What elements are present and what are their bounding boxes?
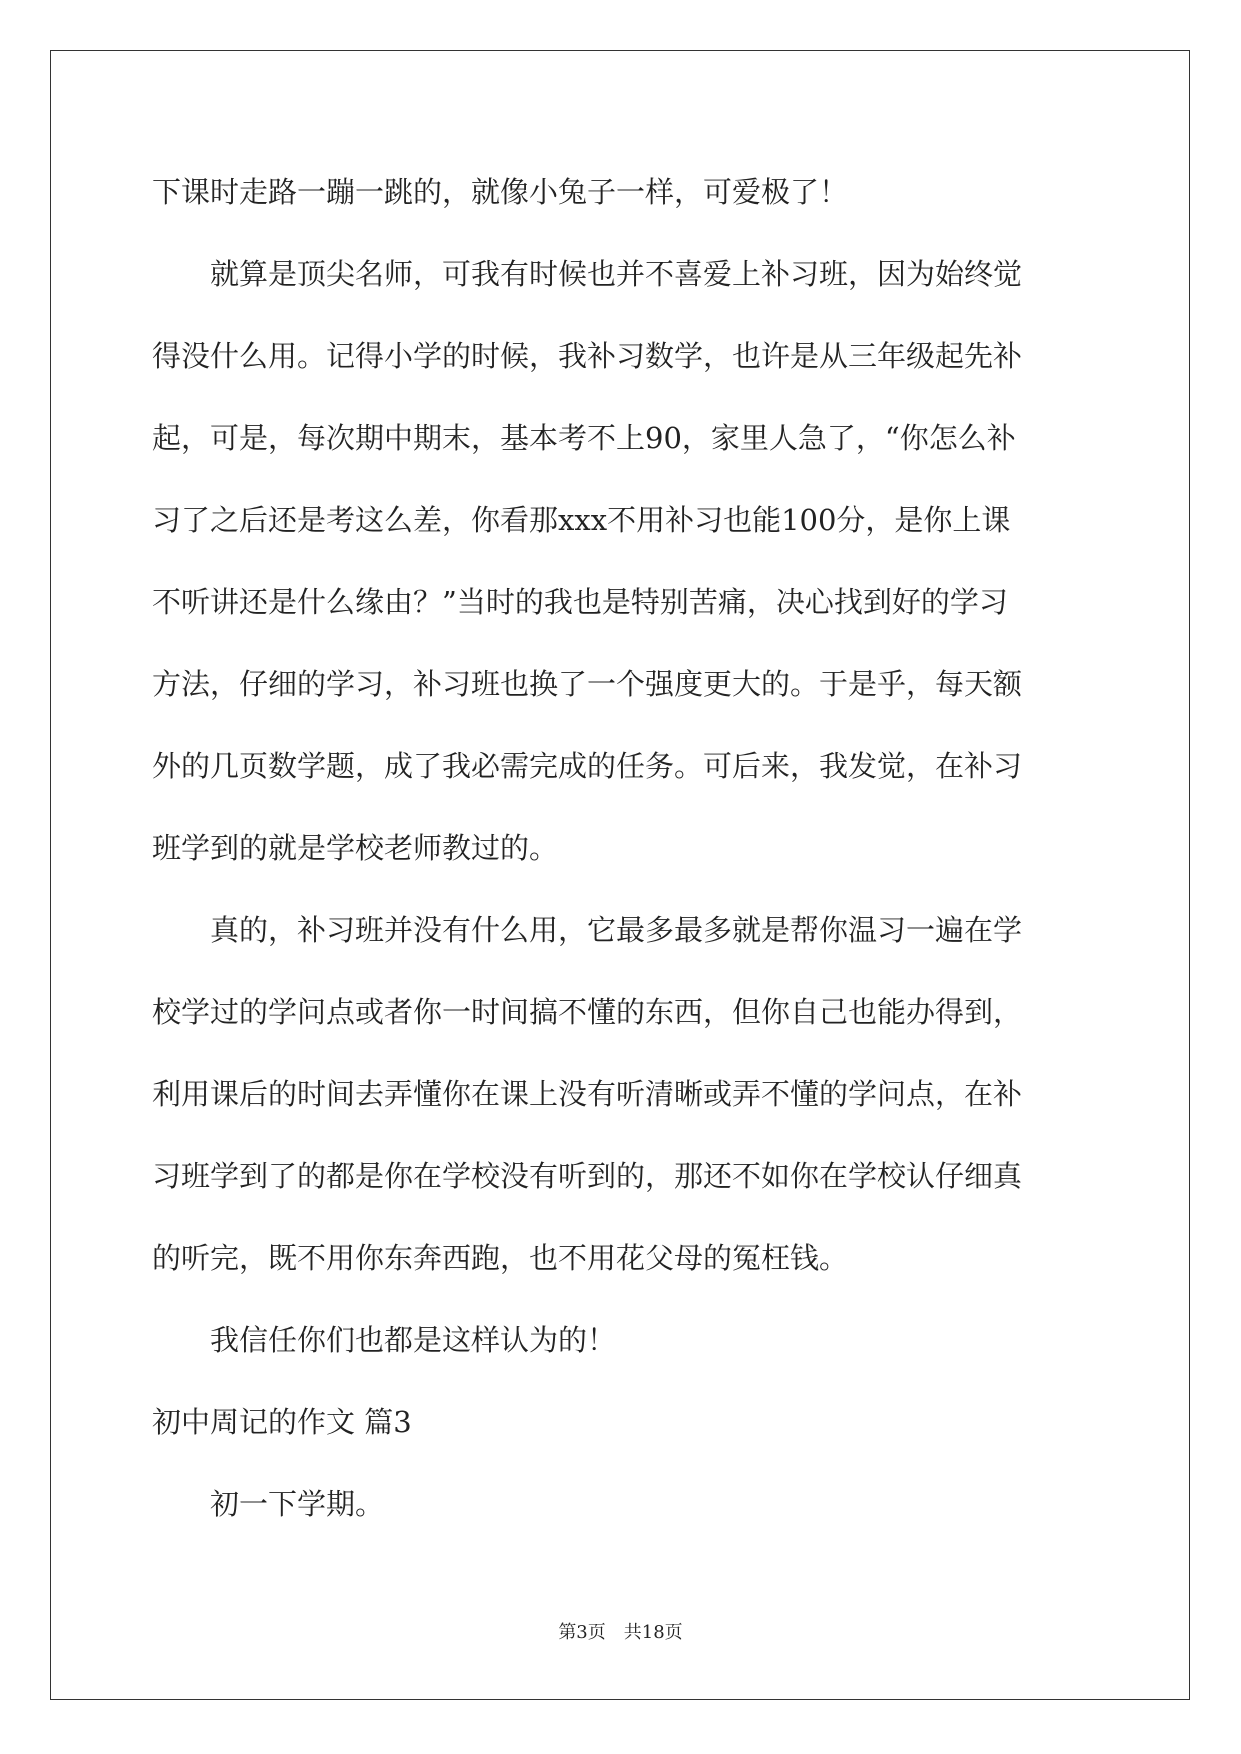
text-line: 外的几页数学题，成了我必需完成的任务。可后来，我发觉，在补习 [152, 749, 1023, 783]
text-line: 利用课后的时间去弄懂你在课上没有听清晰或弄不懂的学问点，在补 [152, 1077, 1023, 1111]
text-line: 得没什么用。记得小学的时候，我补习数学，也许是从三年级起先补 [152, 339, 1023, 373]
section-heading: 初中周记的作文 篇3 [152, 1405, 412, 1439]
text-line: 起，可是，每次期中期末，基本考不上90，家里人急了，“你怎么补 [152, 421, 1016, 455]
text-line: 的听完，既不用你东奔西跑，也不用花父母的冤枉钱。 [152, 1241, 849, 1275]
page-number-footer: 第3页 共18页 [558, 1622, 683, 1643]
paragraph-start-line: 初一下学期。 [210, 1487, 385, 1521]
text-line: 班学到的就是学校老师教过的。 [152, 831, 559, 865]
text-line: 习了之后还是考这么差，你看那xxx不用补习也能100分，是你上课 [152, 503, 1011, 537]
paragraph-start-line: 真的，补习班并没有什么用，它最多最多就是帮你温习一遍在学 [210, 913, 1023, 947]
text-line: 下课时走路一蹦一跳的，就像小兔子一样，可爱极了！ [152, 175, 849, 209]
paragraph-start-line: 我信任你们也都是这样认为的！ [210, 1323, 617, 1357]
text-line: 习班学到了的都是你在学校没有听到的，那还不如你在学校认仔细真 [152, 1159, 1023, 1193]
paragraph-start-line: 就算是顶尖名师，可我有时候也并不喜爱上补习班，因为始终觉 [210, 257, 1023, 291]
text-line: 方法，仔细的学习，补习班也换了一个强度更大的。于是乎，每天额 [152, 667, 1023, 701]
text-line: 不听讲还是什么缘由？”当时的我也是特别苦痛，决心找到好的学习 [152, 585, 1008, 619]
document-body [152, 166, 1088, 1560]
text-line: 校学过的学问点或者你一时间搞不懂的东西，但你自己也能办得到， [152, 995, 1023, 1029]
